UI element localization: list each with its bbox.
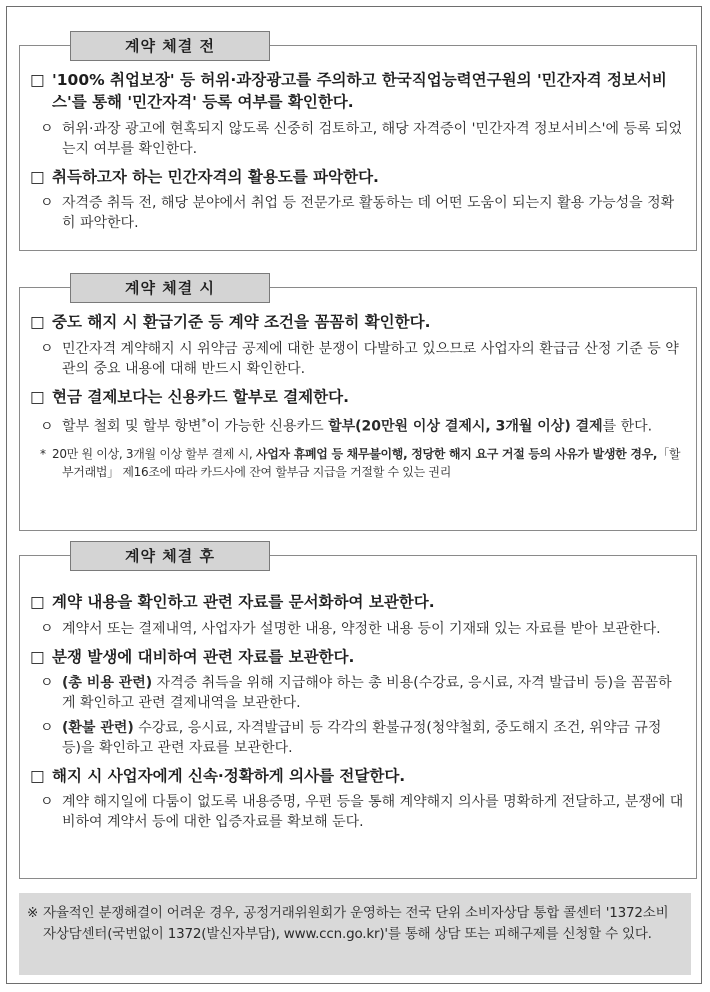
bullet-item: ㅇ 할부 철회 및 할부 항변*이 가능한 신용카드 할부(20만원 이상 결제시, 3개월 이상) 결제를 한다.	[40, 417, 653, 435]
bullet-circle-icon: ㅇ	[40, 121, 54, 137]
asterisk-icon: *	[40, 446, 46, 461]
checklist-heading: □ 취득하고자 하는 민간자격의 활용도를 파악한다.	[30, 168, 379, 186]
bullet-item: ㅇ 허위·과장 광고에 현혹되지 않도록 신중히 검토하고, 해당 자격증이 '민간자격 정보서비스'에 등록 되었는지 여부를 확인한다.	[40, 121, 683, 157]
section-body	[30, 69, 684, 233]
checkbox-square-icon: □	[30, 388, 45, 406]
section-title: 계약 체결 후	[70, 541, 270, 571]
bullet-circle-icon: ㅇ	[40, 720, 54, 736]
section-title: 계약 체결 전	[70, 31, 270, 61]
section-body	[30, 311, 684, 481]
consumer-center-notice: ※ 자율적인 분쟁해결이 어려운 경우, 공정거래위원회가 운영하는 전국 단위 소비자상담 통합 콜센터 '1372소비자상담센터(국번없이 1372(발신자부담), www.ccn.go.kr)'를 통해 상담 또는 피해구제를 신청할 수 있다.	[19, 893, 691, 975]
checkbox-square-icon: □	[30, 767, 45, 785]
document-page	[6, 6, 702, 984]
checklist-heading: □ 계약 내용을 확인하고 관련 자료를 문서화하여 보관한다.	[30, 593, 435, 611]
section-after-contract	[19, 547, 697, 879]
bullet-item: ㅇ (총 비용 관련) 자격증 취득을 위해 지급해야 하는 총 비용(수강료, 응시료, 자격 발급비 등)을 꼼꼼하게 확인하고 관련 결제내역을 보관한다.	[40, 675, 672, 711]
bullet-item: ㅇ 계약서 또는 결제내역, 사업자가 설명한 내용, 약정한 내용 등이 기재돼 있는 자료를 받아 보관한다.	[40, 621, 661, 637]
checkbox-square-icon: □	[30, 168, 45, 186]
footnote: * 20만 원 이상, 3개월 이상 할부 결제 시, 사업자 휴폐업 등 채무불이행, 정당한 해지 요구 거절 등의 사유가 발생한 경우,「할부거래법」 제16조에 따라 카드사에 잔여 할부금 지급을 거절할 수 있는 권리	[40, 446, 681, 479]
checklist-heading: □ 중도 해지 시 환급기준 등 계약 조건을 꼼꼼히 확인한다.	[30, 313, 431, 331]
bullet-circle-icon: ㅇ	[40, 794, 54, 810]
checklist-heading: □ 현금 결제보다는 신용카드 할부로 결제한다.	[30, 388, 349, 406]
checklist-heading: □ 해지 시 사업자에게 신속·정확하게 의사를 전달한다.	[30, 767, 406, 785]
section-title: 계약 체결 시	[70, 273, 270, 303]
bullet-circle-icon: ㅇ	[40, 195, 54, 211]
checklist-heading: □ '100% 취업보장' 등 허위·과장광고를 주의하고 한국직업능력연구원의 '민간자격 정보서비스'를 통해 '민간자격' 등록 여부를 확인한다.	[30, 71, 667, 111]
checkbox-square-icon: □	[30, 313, 45, 331]
bullet-circle-icon: ㅇ	[40, 675, 54, 691]
bullet-item: ㅇ (환불 관련) 수강료, 응시료, 자격발급비 등 각각의 환불규정(청약철회, 중도해지 조건, 위약금 규정 등)을 확인하고 관련 자료를 보관한다.	[40, 720, 662, 756]
bullet-item: ㅇ 자격증 취득 전, 해당 분야에서 취업 등 전문가로 활동하는 데 어떤 도움이 되는지 활용 가능성을 정확히 파악한다.	[40, 195, 675, 231]
checkbox-square-icon: □	[30, 71, 45, 89]
section-at-contract	[19, 279, 697, 531]
bullet-item: ㅇ 민간자격 계약해지 시 위약금 공제에 대한 분쟁이 다발하고 있으므로 사업자의 환급금 산정 기준 등 약관의 중요 내용에 대해 반드시 확인한다.	[40, 341, 679, 377]
section-before-contract	[19, 37, 697, 251]
section-body	[30, 591, 684, 832]
checkbox-square-icon: □	[30, 593, 45, 611]
bullet-circle-icon: ㅇ	[40, 621, 54, 637]
checklist-heading: □ 분쟁 발생에 대비하여 관련 자료를 보관한다.	[30, 648, 355, 666]
bullet-item: ㅇ 계약 해지일에 다툼이 없도록 내용증명, 우편 등을 통해 계약해지 의사를 명확하게 전달하고, 분쟁에 대비하여 계약서 등에 대한 입증자료를 확보해 둔다.	[40, 794, 684, 830]
checkbox-square-icon: □	[30, 648, 45, 666]
bullet-circle-icon: ㅇ	[40, 418, 54, 435]
reference-mark-icon: ※	[27, 905, 39, 921]
bullet-circle-icon: ㅇ	[40, 341, 54, 357]
